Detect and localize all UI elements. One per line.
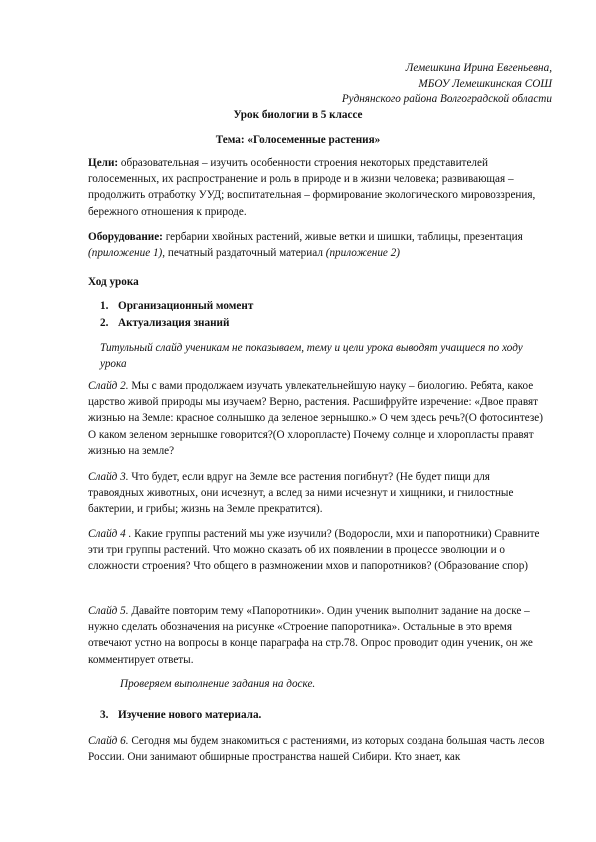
- title-slide-note: Титульный слайд ученикам не показываем, тему и цели урока выводят учащиеся по ходу урока: [100, 342, 523, 371]
- board-check-note: Проверяем выполнение задания на доске.: [120, 678, 316, 690]
- lesson-title: Урок биологии в 5 классе: [233, 109, 363, 121]
- step-item-1: [100, 298, 540, 314]
- slide-label: Слайд 3.: [88, 471, 129, 483]
- step-number: 1.: [100, 300, 109, 312]
- slide-3-paragraph: [88, 469, 548, 518]
- step-item-2: [100, 315, 540, 331]
- goals-paragraph: [88, 155, 548, 220]
- slide-label: Слайд 5.: [88, 605, 129, 617]
- author-school: МБОУ Лемешкинская СОШ: [418, 77, 552, 90]
- step-label: Изучение нового материала.: [118, 709, 262, 721]
- equipment-label: Оборудование:: [88, 231, 163, 243]
- lesson-topic: Тема: «Голосеменные растения»: [215, 134, 381, 146]
- slide-text: Какие группы растений мы уже изучили? (Водоросли, мхи и папоротники) Сравните эти три группы растений. Что можно сказать об их появлении в процессе эволюции и о сложности строения? Что общего в размножении мхов и папоротников? (Образование спор): [88, 528, 540, 573]
- equipment-appendix-2: (приложение 2): [325, 247, 401, 260]
- equipment-appendix-1: (приложение 1): [88, 247, 163, 260]
- slide-text: Давайте повторим тему «Папоротники». Один ученик выполнит задание на доске – нужно сделать обозначения на рисунке «Строение папоротника». Остальные в это время отвечают устно на вопросы в конце параграфа на стр.78. Опрос проводит один ученик, он же комментирует ответы.: [88, 605, 533, 666]
- equipment-text-2: , печатный раздаточный материал: [162, 247, 326, 260]
- slide-6-paragraph: [88, 733, 548, 765]
- slide-label: Слайд 6.: [88, 735, 129, 747]
- step-number: 3.: [100, 709, 109, 721]
- goals-label: Цели:: [88, 157, 119, 169]
- slide-2-paragraph: [88, 378, 548, 459]
- equipment-text-1: гербарии хвойных растений, живые ветки и шишки, таблицы, презентация: [162, 231, 523, 243]
- goals-text: образовательная – изучить особенности строения некоторых представителей голосеменных, их распространение и роль в природе и в жизни человека; развивающая – продолжить отработку УУД; воспитательная – формирование экологического мировоззрения, бережного отношения к природе.: [88, 157, 536, 218]
- equipment-paragraph: [88, 229, 548, 261]
- step-label: Актуализация знаний: [118, 317, 230, 329]
- slide-text: Сегодня мы будем знакомиться с растениями, из которых создана большая часть лесов России. Они занимают обширные пространства нашей Сибири. Кто знает, как: [88, 735, 545, 764]
- slide-4-paragraph: [88, 526, 548, 575]
- author-name: Лемешкина Ирина Евгеньевна,: [405, 62, 552, 74]
- slide-label: Слайд 2.: [88, 380, 129, 392]
- slide-label: Слайд 4 .: [88, 528, 132, 540]
- author-district: Руднянского района Волгоградской области: [341, 93, 552, 105]
- step-label: Организационный момент: [118, 300, 254, 312]
- slide-text: Что будет, если вдруг на Земле все растения погибнут? (Не будет пищи для травоядных животных, они исчезнут, а вслед за ними исчезнут и хищники, и гнилостные бактерии, и грибы; жизнь на Земле прекратится).: [88, 471, 514, 516]
- step-item-3: [100, 707, 540, 723]
- lesson-progress-heading: Ход урока: [88, 276, 139, 288]
- step-number: 2.: [100, 317, 109, 329]
- slide-text: Мы с вами продолжаем изучать увлекательнейшую науку – биологию. Ребята, какое царство живой природы мы изучаем? Верно, растения. Расшифруйте изречение: «Двое правят жизнью на Земле: красное солнышко да зеленое зернышко.» О чем здесь речь?(О фотосинтезе) О каком зеленом зернышке говорится?(О хлоропласте) Почему солнце и хлоропласты правят жизнью на земле?: [88, 380, 543, 457]
- author-block: [342, 60, 552, 107]
- slide-5-paragraph: [88, 603, 548, 668]
